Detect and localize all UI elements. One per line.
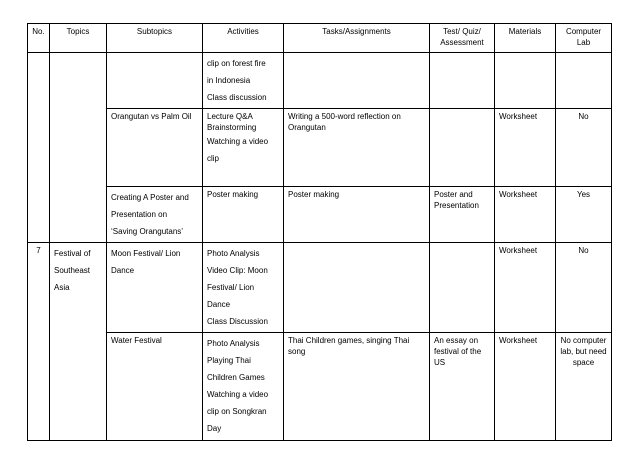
- subtopic-line: Creating A Poster and: [111, 193, 189, 202]
- header-tasks: Tasks/Assignments: [284, 24, 430, 53]
- activity-line: Class discussion: [207, 93, 267, 102]
- subtopic-cell: [107, 53, 203, 109]
- materials-cell: [495, 53, 556, 109]
- header-computer-lab: Computer Lab: [556, 24, 612, 53]
- activity-line: Playing Thai: [207, 356, 251, 365]
- topic-line: Asia: [54, 283, 70, 292]
- activities-cell: [203, 53, 284, 109]
- activity-line: Poster making: [207, 190, 259, 199]
- table-row: [28, 243, 612, 333]
- no-cell: 7: [28, 243, 50, 441]
- activity-line: Photo Analysis: [207, 249, 260, 258]
- activity-line: Brainstorming: [207, 123, 257, 132]
- topic-line: Festival of: [54, 249, 91, 258]
- table-row: [28, 333, 612, 441]
- subtopic-line: Moon Festival/ Lion Dance: [111, 249, 181, 275]
- subtopic-line: Presentation on: [111, 210, 168, 219]
- subtopic-cell: Water Festival: [107, 333, 203, 441]
- task-cell: Poster making: [284, 187, 430, 243]
- header-row: [28, 24, 612, 53]
- subtopic-cell: [107, 187, 203, 243]
- subtopic-cell: [107, 243, 203, 333]
- activity-line: clip on Songkran: [207, 407, 267, 416]
- header-activities: Activities: [203, 24, 284, 53]
- assessment-cell: [430, 109, 495, 187]
- no-cell: [28, 53, 50, 243]
- lab-cell: Yes: [556, 187, 612, 243]
- subtopic-cell: Orangutan vs Palm Oil: [107, 109, 203, 187]
- activity-line: Festival/ Lion: [207, 283, 255, 292]
- activities-cell: [203, 109, 284, 187]
- subtopic-line: ‘Saving Orangutans’: [111, 227, 184, 236]
- task-cell: [284, 243, 430, 333]
- assessment-cell: [430, 243, 495, 333]
- topic-cell: [50, 243, 107, 441]
- activity-line: Watching a video: [207, 137, 269, 146]
- topic-cell: [50, 53, 107, 243]
- activity-line: Photo Analysis: [207, 339, 260, 348]
- table-row: [28, 53, 612, 109]
- assessment-cell: An essay on festival of the US: [430, 333, 495, 441]
- activity-line: Watching a video: [207, 390, 269, 399]
- task-cell: Writing a 500-word reflection on Orangutan: [284, 109, 430, 187]
- topic-line: Southeast: [54, 266, 91, 275]
- activity-line: in Indonesia: [207, 76, 251, 85]
- assessment-cell: [430, 53, 495, 109]
- header-materials: Materials: [495, 24, 556, 53]
- activity-line: Day: [207, 424, 222, 433]
- table-row: [28, 109, 612, 187]
- header-subtopics: Subtopics: [107, 24, 203, 53]
- activity-line: Dance: [207, 300, 231, 309]
- lab-cell: No: [556, 243, 612, 333]
- task-cell: Thai Children games, singing Thai song: [284, 333, 430, 441]
- materials-cell: Worksheet: [495, 109, 556, 187]
- activity-line: clip on forest fire: [207, 59, 266, 68]
- materials-cell: Worksheet: [495, 187, 556, 243]
- activities-cell: [203, 333, 284, 441]
- assessment-cell: Poster and Presentation: [430, 187, 495, 243]
- header-assessment: Test/ Quiz/ Assessment: [430, 24, 495, 53]
- activity-line: clip: [207, 154, 220, 163]
- activity-line: Video Clip: Moon: [207, 266, 268, 275]
- lab-cell: No: [556, 109, 612, 187]
- lab-cell: [556, 53, 612, 109]
- lab-cell: No computer lab, but need space: [556, 333, 612, 441]
- task-cell: [284, 53, 430, 109]
- activities-cell: [203, 243, 284, 333]
- header-no: No.: [28, 24, 50, 53]
- materials-cell: Worksheet: [495, 243, 556, 333]
- header-topics: Topics: [50, 24, 107, 53]
- activity-line: Class Discussion: [207, 317, 268, 326]
- lesson-plan-table: [27, 23, 612, 441]
- activity-line: Children Games: [207, 373, 265, 382]
- activities-cell: [203, 187, 284, 243]
- materials-cell: Worksheet: [495, 333, 556, 441]
- activity-line: Lecture Q&A: [207, 112, 253, 121]
- table-row: [28, 187, 612, 243]
